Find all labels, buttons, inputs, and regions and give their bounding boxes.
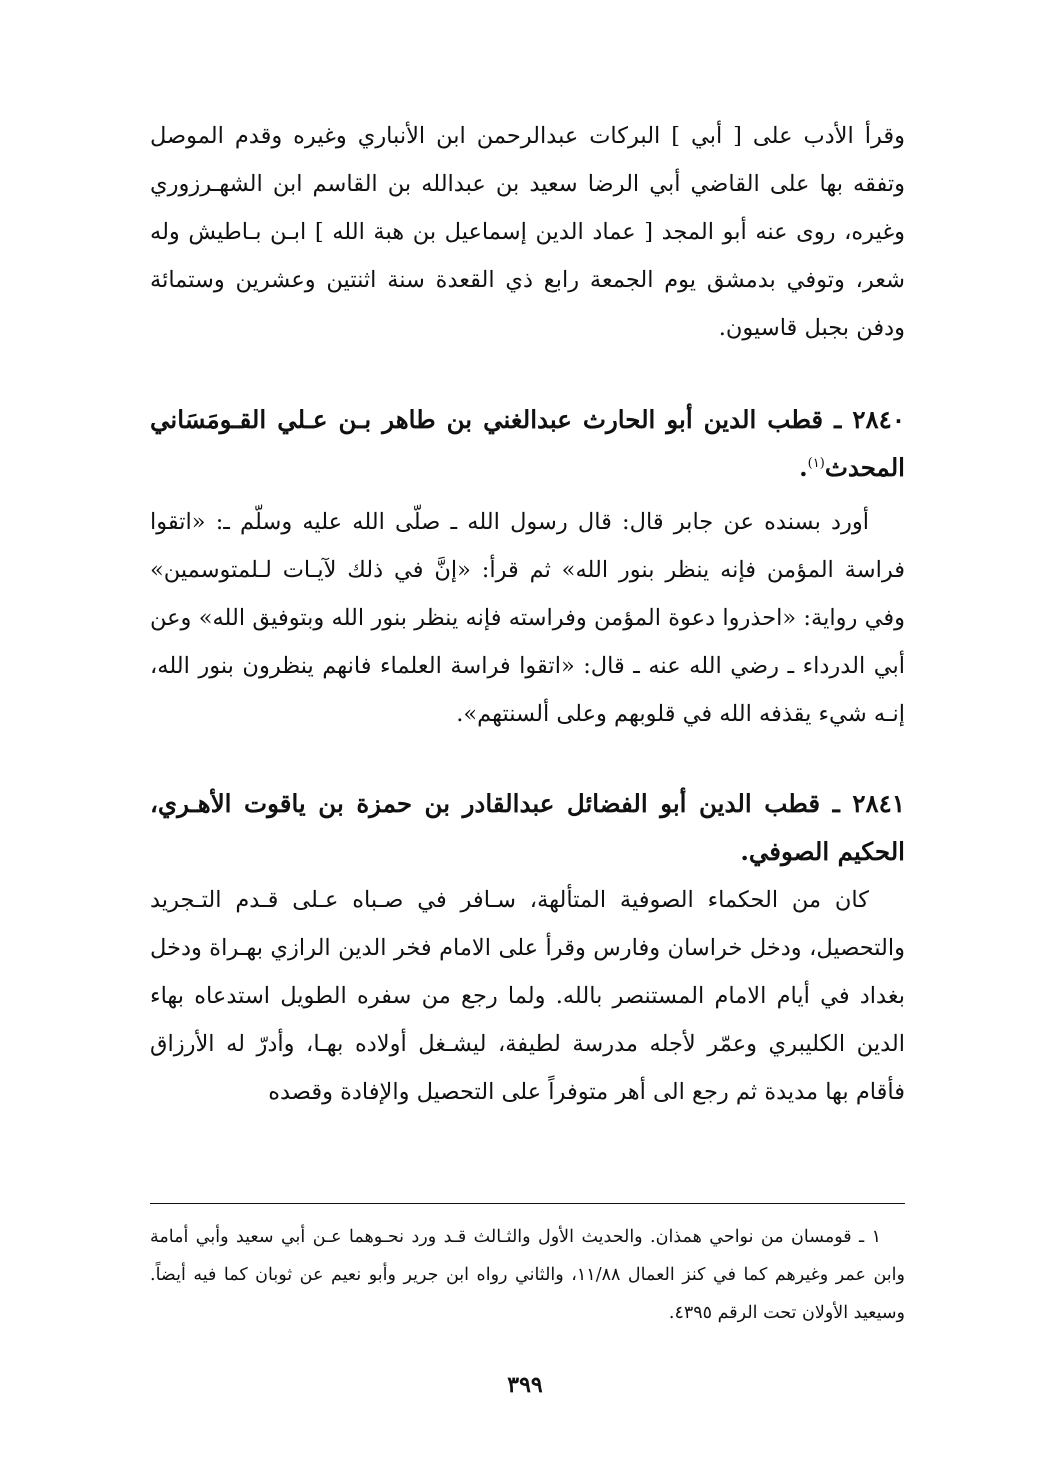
entry-body-2840: أورد بسنده عن جابر قال: قال رسول الله ـ صلّى الله عليه وسلّم ـ: «اتقوا فراسة المؤمن فإنه ينظر بنور الله» ثم قرأ: «إنَّ في ذلك لآيـات لـلمتوسمين» وفي رواية: «احذروا دعوة المؤمن وفراسته فإنه ينظر بنور الله وبتوفيق الله» وعن أبي الدرداء ـ رضي الله عنه ـ قال: «اتقوا فراسة العلماء فانهم ينظرون بنور الله، إنـه شيء يقذفه الله في قلوبهم وعلى ألسنتهم».: [150, 509, 905, 727]
section-gap: [150, 352, 905, 396]
entry-heading-2840: [150, 396, 905, 492]
entry-heading-2840-end: .: [799, 453, 808, 482]
section-gap: [150, 738, 905, 780]
entry-heading-2841: ٢٨٤١ ـ قطب الدين أبو الفضائل عبدالقادر بن حمزة بن ياقوت الأهـري، الحكيم الصوفي.: [150, 789, 905, 866]
footnote-marker[interactable]: (١): [807, 455, 825, 471]
page-body: [150, 112, 905, 1116]
entry-body-2841: كان من الحكماء الصوفية المتألهة، سـافر في صـباه عـلى قـدم التـجريد والتحصيل، ودخل خراسان وفارس وقرأ على الامام فخر الدين الرازي بهـراة ودخل بغداد في أيام الامام المستنصر بالله. ولما رجع من سفره الطويل استدعاه بهاء الدين الكليبري وعمّر لأجله مدرسة لطيفة، ليشـغل أولاده بهـا، وأدرّ له الأرزاق فأقام بها مديدة ثم رجع الى أهر متوفراً على التحصيل والإفادة وقصده: [150, 887, 905, 1105]
opening-paragraph: وقرأ الأدب على [ أبي ] البركات عبدالرحمن ابن الأنباري وغيره وقدم الموصل وتفقه بها على القاضي أبي الرضا سعيد بن عبدالله بن القاسم ابن الشهـرزوري وغيره، روى عنه أبو المجد [ عماد الدين إسماعيل بن هبة الله ] ابـن بـاطيش وله شعر، وتوفي بدمشق يوم الجمعة رابع ذي القعدة سنة اثنتين وعشرين وستمائة ودفن بجبل قاسيون.: [150, 123, 905, 341]
entry-heading-2840-text: ٢٨٤٠ ـ قطب الدين أبو الحارث عبدالغني بن طاهر بـن عـلي القـومَسَاني المحدث: [150, 405, 905, 482]
footnote-divider: [150, 1203, 905, 1204]
page-number: ٣٩٩: [507, 1372, 543, 1398]
footnotes-section: [150, 1218, 905, 1332]
footnote-1: ١ ـ قومسان من نواحي همذان. والحديث الأول والثـالث قـد ورد نحـوهما عـن أبي سعيد وأبي أمامة وابن عمر وغيرهم كما في كنز العمال ١١/٨٨، والثاني رواه ابن جرير وأبو نعيم عن ثوبان كما فيه أيضاً. وسيعيد الأولان تحت الرقم ٤٣٩٥.: [150, 1227, 905, 1323]
